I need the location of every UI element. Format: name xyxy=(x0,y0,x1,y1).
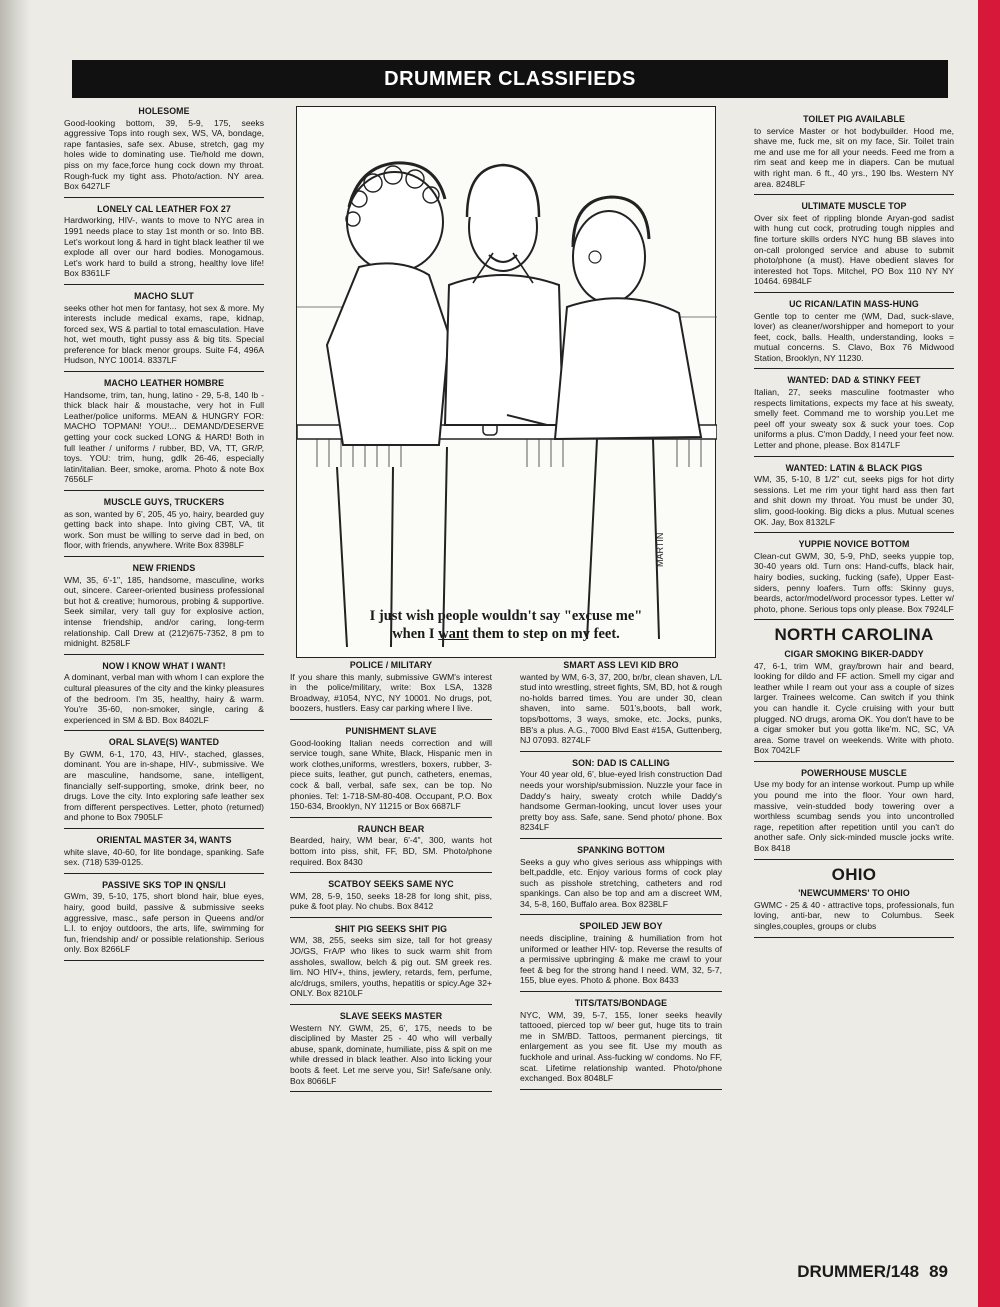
region-heading: OHIO xyxy=(831,864,877,884)
classified-ad xyxy=(754,201,954,287)
classified-ad xyxy=(754,299,954,364)
ad-title: MACHO SLUT xyxy=(134,290,194,301)
ad-divider xyxy=(64,556,264,557)
cartoon-caption xyxy=(297,607,715,643)
ad-title: SON: DAD IS CALLING xyxy=(572,757,670,768)
ad-body: WM, 35, 6'-1", 185, handsome, masculine, works out, sincere. Career-oriented business professional but hot & creative; humorous, probing & supportive. Seek similar, very tall guy for explosive action, intense friendship, and/or caring, long-term relationship. Call Drew at (212)675-7352, 8 pm to midnight. 8258LF xyxy=(64,574,264,649)
classified-ad xyxy=(754,888,954,931)
page-number: 89 xyxy=(929,1262,948,1281)
ad-title: WANTED: DAD & STINKY FEET xyxy=(787,375,921,386)
ad-title: SCATBOY SEEKS SAME NYC xyxy=(328,879,454,890)
cartoon-illustration xyxy=(297,107,717,659)
ad-divider xyxy=(64,284,264,285)
ad-title: ULTIMATE MUSCLE TOP xyxy=(801,201,907,212)
right-column xyxy=(754,114,954,944)
caption-line-1: I just wish people wouldn't say "excuse me" xyxy=(369,608,643,624)
classified-ad xyxy=(290,924,492,999)
ad-divider xyxy=(754,859,954,860)
ad-divider xyxy=(520,751,722,752)
ad-divider xyxy=(64,490,264,491)
ad-title: YUPPIE NOVICE BOTTOM xyxy=(798,539,910,550)
ad-title: SPANKING BOTTOM xyxy=(577,844,665,855)
ad-body: Good-looking Italian needs correction and will service tough, sane White, Black, Hispanic men in work clothes,uniforms, wrestlers, boxers, rubber, 3-piece suits, leather, gut punch, catheters, enemas, cock & ball, verbal, safe sex, can be top. No phonies. Tel: 1-718-SM-80-408. Occupant, P.O. Box 150-634, Brooklyn, NY 11215 or Box 6687LF xyxy=(290,737,492,812)
caption-line-2-end: them to step on my feet. xyxy=(468,626,620,642)
classified-ad xyxy=(754,539,954,614)
ad-divider xyxy=(64,197,264,198)
ad-body: If you share this manly, submissive GWM's interest in the police/military, write: Box LSA, 1328 Broadway, #1054, NYC, NY 10001. No drugs, pot, boozers, hustlers. Easy car parking where I live. xyxy=(290,671,492,714)
ad-title: HOLESOME xyxy=(138,106,190,116)
ad-divider xyxy=(64,873,264,874)
ad-divider xyxy=(290,817,492,818)
ad-body: needs discipline, training & humiliation from hot uniformed or leather HIV- top. Reverse the results of a permissive upbringing & make me crawl to your feet & beg for the strong hand I need. WM, 32, 5-7, 155, blue eyes. Photo & phone. Box 8433 xyxy=(520,933,722,986)
ad-body: Use my body for an intense workout. Pump up while you pound me into the floor. Your own hard, massive, vein-studded body towering over a worthless scumbag sends you into uncontrolled rage, repetition after repetition until you can't do another safe. Only sick-minded muscle jocks write. Box 8418 xyxy=(754,779,954,854)
ad-title: ORAL SLAVE(S) WANTED xyxy=(108,737,220,748)
ad-title: POWERHOUSE MUSCLE xyxy=(801,767,907,778)
classified-ad xyxy=(290,879,492,912)
ad-divider xyxy=(290,719,492,720)
classified-ad xyxy=(290,824,492,867)
ad-divider xyxy=(290,1004,492,1005)
ad-title: MUSCLE GUYS, TRUCKERS xyxy=(103,497,225,507)
classified-ad xyxy=(520,845,722,910)
ad-body: Gentle top to center me (WM, Dad, suck-slave, lover) as cleaner/worshipper and homeport to your feet, cock, balls. Health, understanding, looks = mutual concerns. S. Clavo, Box 76 Midwood Station, Brooklyn, NY 11230. xyxy=(754,310,954,363)
ad-body: WM, 38, 255, seeks sim size, tall for hot greasy JO/GS, FrA/P who likes to suck warm shit from assholes, swallow, belch & pig out. SM greek res. lim. NO HIV+, thins, jewlery, retards, fem, perfume, alc/drugs, smilers, youths, hepatitis or spicy.Age 32+ ONLY. Box 8210LF xyxy=(290,935,492,999)
ad-title: NEW FRIENDS xyxy=(132,562,196,573)
cartoon-panel xyxy=(296,106,716,658)
ad-title: NOW I KNOW WHAT I WANT! xyxy=(102,660,226,671)
ad-body: white slave, 40-60, for lite bondage, spanking. Safe sex. (718) 539-0125. xyxy=(64,846,264,868)
ad-divider xyxy=(64,828,264,829)
caption-emphasis: want xyxy=(438,626,469,642)
classified-ad xyxy=(64,497,264,551)
ad-body: seeks other hot men for fantasy, hot sex & more. My interests include medical exams, rape, kidnap, forced sex, WS & partial to total emasculation. Have hot, wet mouth, tight pussy ass & big tits. Special preference for black menor groups. Suite F4, 496A Hudson, NYC 10014. 8337LF xyxy=(64,302,264,366)
classified-ad xyxy=(754,768,954,854)
ad-title: MACHO LEATHER HOMBRE xyxy=(103,378,225,389)
ad-divider xyxy=(754,532,954,533)
ad-divider xyxy=(64,371,264,372)
ad-title: RAUNCH BEAR xyxy=(357,823,425,834)
ad-title: CIGAR SMOKING BIKER-DADDY xyxy=(784,648,924,659)
ad-body: wanted by WM, 6-3, 37, 200, br/br, clean shaven, L/L stud into wrestling, street fights, SM, BD, hot & rough no-holds barred times. You are under 30, clean shaven, into same. 501's,boots, ball work, tops/bottoms, 3 ways, smoke, etc. Jocks, punks, BB's a plus. A.G., 7000 Blvd East #15A, Guttenberg, NJ 07093. 8274LF xyxy=(520,671,722,746)
ad-body: Seeks a guy who gives serious ass whippings with belt,paddle, etc. Enjoy various forms of cock play such as pisshole stretching, catheters and rod spankings. Can also be top and am a discreet WM, 34, 5-8, 160, Buffalo area. Box 8238LF xyxy=(520,856,722,909)
classified-ad xyxy=(754,375,954,450)
ad-body: GWm, 39, 5-10, 175, short blond hair, blue eyes, hairy, good build, passive & submissive seeks aggressive, masc., safe person in Queens and/or L.I. to enjoy outdoors, the arts, life, swimming for fun, friendship and/ or possible relationship. Serious only. Box 8266LF xyxy=(64,891,264,955)
classified-ad xyxy=(64,106,264,192)
classified-ad xyxy=(520,660,722,746)
region-heading: NORTH CAROLINA xyxy=(774,625,934,645)
ad-divider xyxy=(520,991,722,992)
ad-title: SHIT PIG SEEKS SHIT PIG xyxy=(334,923,448,934)
classified-ad xyxy=(290,660,492,714)
ad-body: 47, 6-1, trim WM, gray/brown hair and beard, looking for dildo and FF action. Smell my cigar and leather while I ream out your ass a couple of sizes larger. Trainees welcome. Can switch if you think you can handle it. Cycle cruising with your butt plugged. NO drugs, aroma OK. You don't have to be a cigar smoker but you gotta like'm. NC, SC, VA area. Some travel on weekends. Write with photo. Box 7042LF xyxy=(754,660,954,756)
middle-left-column xyxy=(290,660,492,1098)
ad-divider xyxy=(754,937,954,938)
classified-ad xyxy=(64,661,264,726)
ad-body: as son, wanted by 6', 205, 45 yo, hairy, bearded guy getting back into shape. Into giving CBT, VA, tit work. Son must be willing to serve dad in bed, on floor, with friends, anywhere. Write Box 8398LF xyxy=(64,508,264,551)
ad-body: Good-looking bottom, 39, 5-9, 175, seeks aggressive Tops into rough sex, WS, VA, bondage, rape fantasies, safe sex. Abuse, stretch, gag my holes wide to dominating use. Tie/hold me down, piss on my face,force hung cock down my throat. Rough-fuck my tight ass. Photo/action. NY area. Box 6427LF xyxy=(64,117,264,192)
page-footer xyxy=(797,1262,948,1282)
ad-divider xyxy=(754,619,954,620)
ad-divider xyxy=(290,872,492,873)
ad-divider xyxy=(520,914,722,915)
classified-ad xyxy=(64,835,264,868)
ad-title: ORIENTAL MASTER 34, WANTS xyxy=(96,835,232,846)
classified-ad xyxy=(64,737,264,823)
classified-ad xyxy=(64,291,264,366)
caption-line-2-start: when I xyxy=(392,626,439,642)
ad-body: Clean-cut GWM, 30, 5-9, PhD, seeks yuppie top, 30-40 years old. Turn ons: Hand-cuffs, black hair, hairy bodies, sucking, fucking (safe), Upper East-siders, penny loafers. Turn offs: Skinny guys, beards, actor/model/word processor types. Letter w/ photo, phone. Serious tops only please. Box 7924LF xyxy=(754,550,954,614)
classified-ad xyxy=(754,463,954,528)
ad-title: PUNISHMENT SLAVE xyxy=(345,725,437,736)
ad-divider xyxy=(290,1091,492,1092)
ad-title: TOILET PIG AVAILABLE xyxy=(803,114,905,124)
classified-ad xyxy=(64,880,264,955)
ad-body: Bearded, hairy, WM bear, 6'-4", 300, wants hot bottom into piss, shit, FF, BD, SM. Photo/phone required. Box 8430 xyxy=(290,835,492,867)
ad-body: Handsome, trim, tan, hung, latino - 29, 5-8, 140 lb - thick black hair & moustache, very hot in Full Leather/police uniforms. MEAN & HUNGRY FOR: MACHO TOPMAN! YOU!... DEMAND/DESERVE getting your cock sucked LONG & HARD! Both in full leather / uniforms / rubber, BD, VA, TT, GR/P, toys. YOU: trim, hung, gdlk 26-46, especially latin/italian. Beer, smoke, aroma. Photo & note Box 7656LF xyxy=(64,389,264,485)
ad-title: 'NEWCUMMERS' TO OHIO xyxy=(798,888,910,899)
ad-title: SMART ASS LEVI KID BRO xyxy=(563,660,679,670)
ad-title: SLAVE SEEKS MASTER xyxy=(339,1011,443,1022)
section-header xyxy=(72,60,948,98)
ad-body: A dominant, verbal man with whom I can explore the cultural pleasures of the city and the kinky pleasures of the bedroom. I'm 35, healthy, hairy & warm. You're 35-60, non-smoker, single, caring & experienced in SM & BD. Box 8402LF xyxy=(64,672,264,725)
ad-body: Western NY. GWM, 25, 6', 175, needs to be disciplined by Master 25 - 40 who will verbally abuse, spank, dominate, humiliate, piss & spit on me while dressed in black leather. Also into licking your boots & feet. Let me serve you, Sir! Safe/sane only. Box 8066LF xyxy=(290,1022,492,1086)
ad-body: By GWM, 6-1, 170, 43, HIV-, stached, glasses, dominant. You are in-shape, HIV-, submissive. We are masculine, handsome, sane, intelligent, financially self-supporting, smoke, drink beer, no drugs. Love the city. Into exploring safe leather sex from different perspectives. Letter, photo (returned) and phone to Box 7905LF xyxy=(64,748,264,823)
ad-divider xyxy=(64,730,264,731)
classified-ad xyxy=(520,921,722,986)
classified-ad xyxy=(64,378,264,485)
ad-title: SPOILED JEW BOY xyxy=(579,921,663,932)
middle-right-column xyxy=(520,660,722,1096)
ad-body: to service Master or hot bodybuilder. Hood me, shave me, fuck me, sit on my face, Sir. Toilet train me and use me for all your needs. Feed me from a rim seat and keep me in diapers. Can be mutual with right man. 6 ft., 40 yrs., 190 lbs. Western NY area. 8248LF xyxy=(754,125,954,189)
ad-divider xyxy=(520,838,722,839)
ad-divider xyxy=(754,292,954,293)
ad-body: WM, 28, 5-9, 150, seeks 18-28 for long shit, piss, puke & foot play. No chubs. Box 8412 xyxy=(290,890,492,912)
ad-body: Your 40 year old, 6', blue-eyed Irish construction Dad needs your worship/submission. Nuzzle your face in Daddy's hairy, sweaty crotch while Daddy's handsome German-looking, uncut lover uses your pretty boy ass. Safe, sane. Send photo/ phone. Box 8234LF xyxy=(520,769,722,833)
classified-ad xyxy=(754,114,954,189)
ad-title: LONELY CAL LEATHER FOX 27 xyxy=(97,203,231,214)
page-gutter-shadow xyxy=(0,0,30,1307)
cartoon-signature: MARTIN xyxy=(655,532,665,567)
classified-ad xyxy=(520,998,722,1084)
ad-title: POLICE / MILITARY xyxy=(349,660,433,670)
ad-divider xyxy=(290,917,492,918)
classified-ad xyxy=(520,758,722,833)
ad-divider xyxy=(520,1089,722,1090)
classified-ad xyxy=(64,204,264,279)
red-page-edge xyxy=(978,0,1000,1307)
classified-ad xyxy=(290,726,492,812)
ad-divider xyxy=(754,456,954,457)
classified-ad xyxy=(754,649,954,756)
ad-title: PASSIVE SKS TOP IN QNS/LI xyxy=(102,879,226,890)
left-column xyxy=(64,106,264,967)
ad-divider xyxy=(64,654,264,655)
ad-divider xyxy=(754,194,954,195)
ad-body: Over six feet of rippling blonde Aryan-god sadist with hung cut cock, protruding tough nipples and fine torture skills orders NYC hung BB slaves into on-call prolonged service and abuse to submit photo/phone (a must). Have obedient slaves for interested hot Tops. Mitchel, PO Box 110 NY NY 10464. 6984LF xyxy=(754,212,954,287)
ad-body: GWMC - 25 & 40 - attractive tops, professionals, fun loving, anti-bar, new to Columbus. Seek singles,couples, groups or clubs xyxy=(754,899,954,931)
ad-divider xyxy=(754,368,954,369)
ad-divider xyxy=(754,761,954,762)
caption-line-2 xyxy=(297,625,715,643)
ad-body: Hardworking, HIV-, wants to move to NYC area in 1991 needs place to stay 1st month or so. Into BB. Let's workout long & hard in tight black leather til we explode all over our hard bodies. Monogamous. Let's work hard to build a strong, healthy love life! Box 8361LF xyxy=(64,215,264,279)
ad-title: UC RICAN/LATIN MASS-HUNG xyxy=(789,298,919,309)
ad-body: Italian, 27, seeks masculine footmaster who respects limitations, expects my face at his sweaty, smelly feet. Command me to worship you.Let me peel off your sweaty sox & suck your toes. Cop uniforms a plus. C'mon Daddy, I need your feet now. Letter and phone, please. Box 8147LF xyxy=(754,387,954,451)
ad-body: NYC, WM, 39, 5-7, 155, loner seeks heavily tattooed, pierced top w/ beer gut, huge tits to train me in SM/BD. Tattoos, permanent piercings, tit enlargement as you see fit. Use my mouth as fuckhole and urinal. Ass-fucking w/ condoms. No FF, scat. Lifetime relationship wanted. Photo/phone exchanged. Box 8048LF xyxy=(520,1009,722,1084)
classified-ad xyxy=(64,563,264,649)
ad-body: WM, 35, 5-10, 8 1/2" cut, seeks pigs for hot dirty sessions. Let me rim your tight hard ass then fart and shit down my throat. You must be under 30, slim, good-looking. Big dicks a plus. Mutual scenes OK. Jay, Box 8132LF xyxy=(754,474,954,527)
publication-issue: DRUMMER/148 xyxy=(797,1262,920,1281)
page-title: DRUMMER CLASSIFIEDS xyxy=(384,67,636,90)
classified-ad xyxy=(290,1011,492,1086)
ad-title: TITS/TATS/BONDAGE xyxy=(574,998,668,1009)
ad-title: WANTED: LATIN & BLACK PIGS xyxy=(785,462,923,473)
ad-divider xyxy=(64,960,264,961)
